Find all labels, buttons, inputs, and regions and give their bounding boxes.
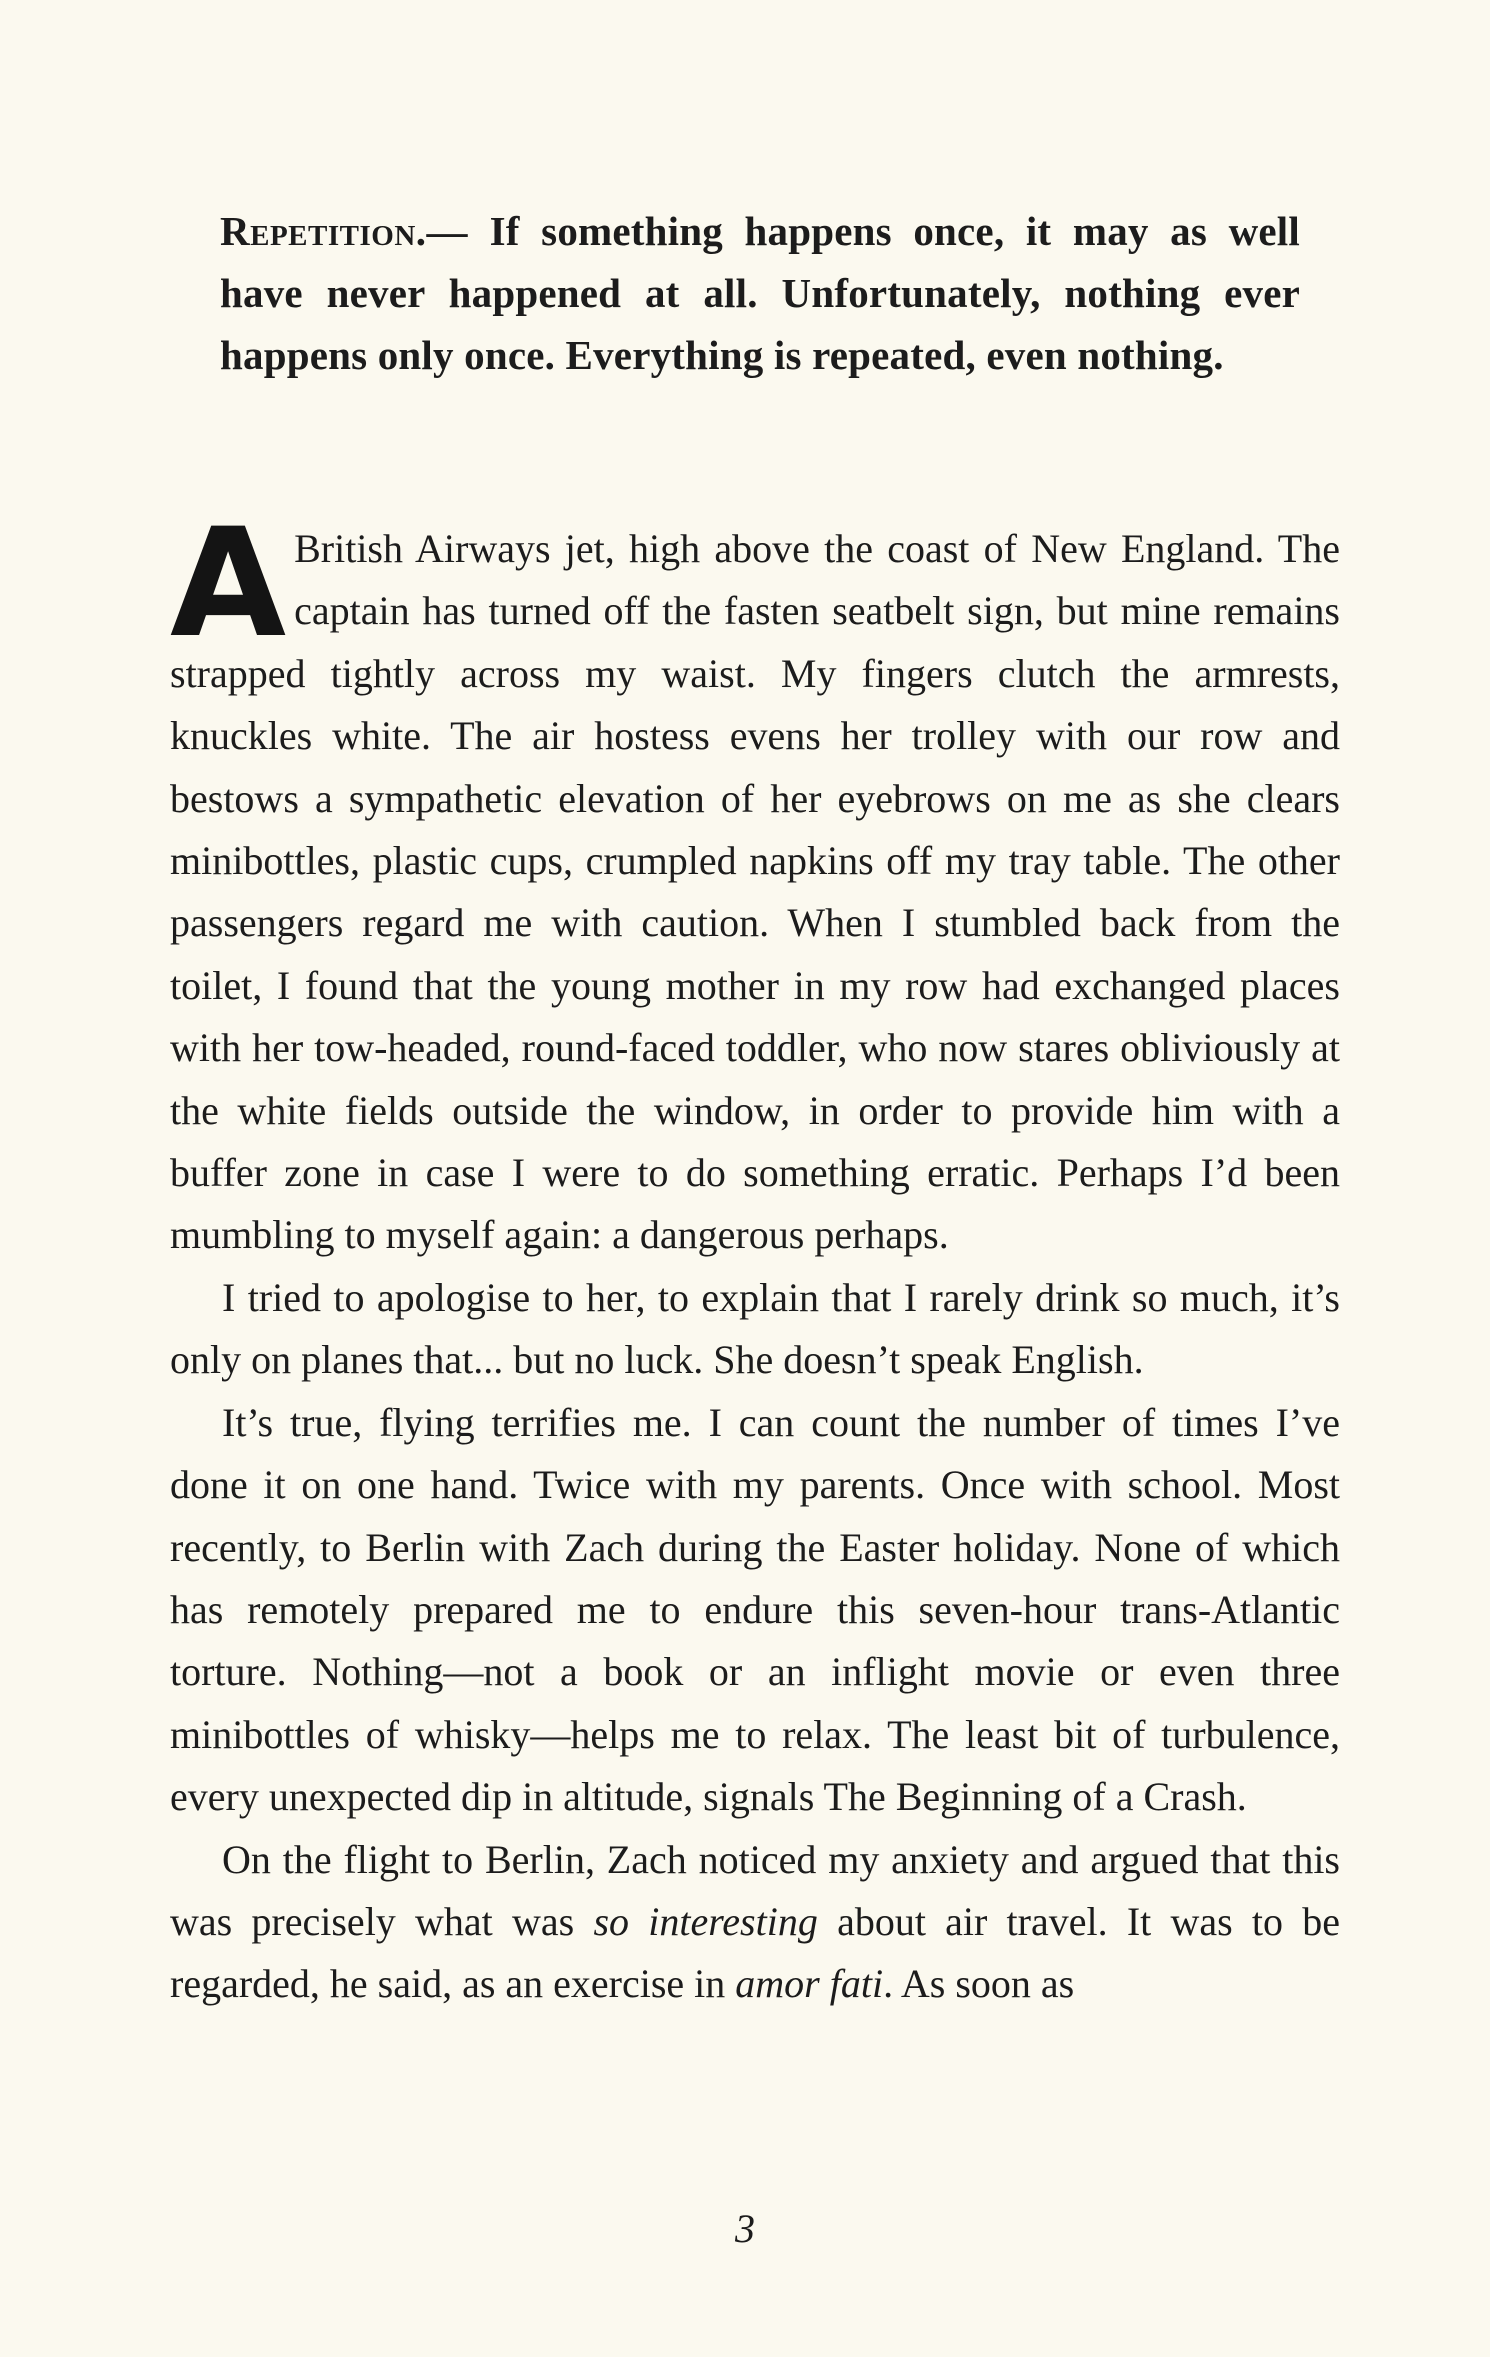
page-number: 3 (735, 2206, 755, 2251)
emphasis-so-interesting: so interesting (593, 1898, 818, 1944)
drop-cap: A (170, 497, 287, 671)
chapter-body (170, 497, 1341, 2016)
paragraph-1-text: British Airways jet, high above the coast of New England. The captain has turned off the fasten seatbelt sign, but mine remains strapped tightly across my waist. My fingers clutch the armrests, knuckles white. The air hostess evens her trolley with our row and bestows a sympathetic elevation of her eyebrows on me as she clears minibottles, plastic cups, crumpled napkins off my tray table. The other passengers regard me with caution. When I stumbled back from the toilet, I found that the young mother in my row had exchanged places with her tow-headed, round-faced toddler, who now stares obliviously at the white fields outside the window, in order to provide him with a buffer zone in case I were to do something erratic. Perhaps I’d been mumbling to myself again: a dangerous perhaps. (170, 526, 1340, 1258)
paragraph-2: I tried to apologise to her, to explain that I rarely drink so much, it’s only on planes that... but no luck. She doesn’t speak English. (170, 1274, 1340, 1383)
paragraph-1 (170, 497, 1340, 1267)
paragraph-4-text-b: about air travel. It was to be regarded, he said, as an exercise in (170, 1898, 1341, 2007)
epigraph-text: If something happens once, it may as well have never happened at all. Unfortunately, nothing ever happens only once. Everything is repeated, even nothing. (220, 208, 1300, 378)
paragraph-4-text-a: On the flight to Berlin, Zach noticed my anxiety and argued that this was precisely what was (170, 1836, 1340, 1944)
paragraph-3: It’s true, flying terrifies me. I can count the number of times I’ve done it on one hand. Twice with my parents. Once with school. Most recently, to Berlin with Zach during the Easter holiday. None of which has remotely prepared me to endure this seven-hour trans-Atlantic torture. Nothing—not a book or an inflight movie or even three minibottles of whisky—helps me to relax. The least bit of turbulence, every unexpected dip in altitude, signals The Beginning of a Crash. (170, 1399, 1340, 1820)
emphasis-amor-fati: amor fati (735, 1961, 884, 2007)
epigraph-heading: Repetition.— (220, 208, 469, 254)
epigraph (220, 200, 1300, 386)
paragraph-4 (170, 1829, 1340, 2016)
paragraph-4-text-c: . As soon as (883, 1961, 1075, 2007)
